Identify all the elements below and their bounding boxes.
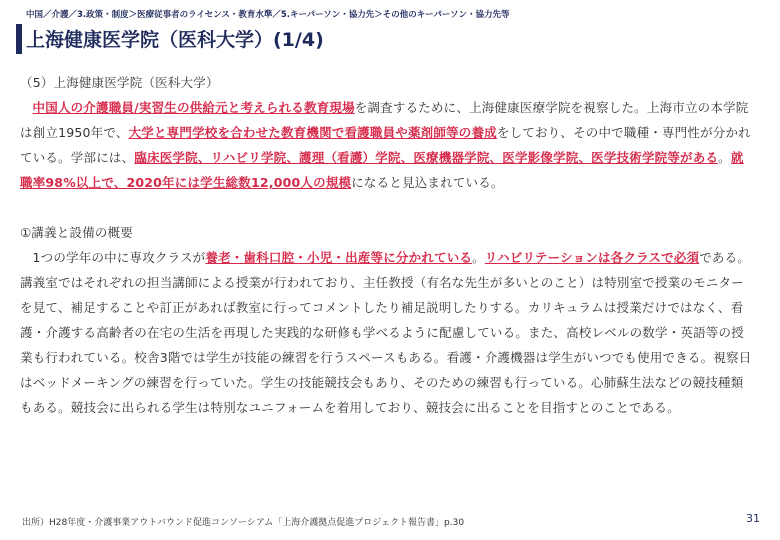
- spacer: [20, 195, 755, 220]
- highlight-text: 大学と専門学校を合わせた教育機関で看護職員や薬剤師等の養成: [128, 125, 497, 140]
- body-text: 1つの学年の中に専攻クラスが: [32, 250, 206, 265]
- highlight-text: 中国人の介護職員/実習生の供給元と考えられる教育現場: [32, 100, 355, 115]
- breadcrumb: 中国／介護／3.政策・制度＞医療従事者のライセンス・教育水準／5.キーパーソン・協力先＞その他のキーパーソン・協力先等: [26, 10, 510, 20]
- body-text: である。講義室ではそれぞれの担当講師による授業が行われており、主任教授（有名な先生が多いとのこと）は特別室で授業のモニターを見て、補足することや訂正があれば教室に行ってコメントしたり補足説明したりする。カリキュラムは授業だけではなく、看護・介護する高齢者の在宅の生活を再現した実践的な研修も学べるように配慮している。また、高校レベルの数学・英語等の授業も行われている。校舎3階では学生が技能の練習を行うスペースもある。看護・介護機器は学生がいつでも使用できる。視察日はベッドメーキングの練習を行っていた。学生の技能競技会もあり、そのための練習も行っている。心肺蘇生法などの競技種類もある。競技会に出られる学生は特別なユニフォームを着用しており、競技会に出ることを目指すとのことである。: [20, 250, 752, 415]
- body-text: 。: [472, 250, 485, 265]
- body-text: を調査するために、上海健康医療学院を視察した。上海市立の本学院は創立1950年で、: [20, 100, 749, 140]
- highlight-text: リハビリテーションは各クラスで必須: [484, 250, 700, 265]
- highlight-text: 臨床医学院、リハビリ学院、護理（看護）学院、医療機器学院、医学影像学院、医学技術学院等がある: [134, 150, 719, 165]
- page-number: 31: [746, 512, 760, 525]
- paragraph-1: [20, 95, 755, 195]
- source-citation: 出所）H28年度・介護事業アウトバウンド促進コンソーシアム「上海介護拠点促進プロジェクト報告書」p.30: [22, 518, 465, 528]
- title-accent-bar: [16, 24, 22, 54]
- body-text: 。: [718, 150, 731, 165]
- body-text: になると見込まれている。: [351, 175, 504, 190]
- paragraph-2: [20, 245, 755, 420]
- highlight-text: 就職率98%以上で、2020年には学生総数12,000人の規模: [20, 150, 744, 190]
- subheading: ①講義と設備の概要: [20, 225, 134, 240]
- highlight-text: 養老・歯科口腔・小児・出産等に分かれている: [205, 250, 473, 265]
- section-heading: （5）上海健康医学院（医科大学）: [20, 75, 219, 90]
- page-title: 上海健康医学院（医科大学）(1/4): [26, 29, 324, 51]
- main-content: [20, 70, 755, 420]
- body-text: をしており、その中で職種・専門性が分かれている。学部には、: [20, 125, 751, 165]
